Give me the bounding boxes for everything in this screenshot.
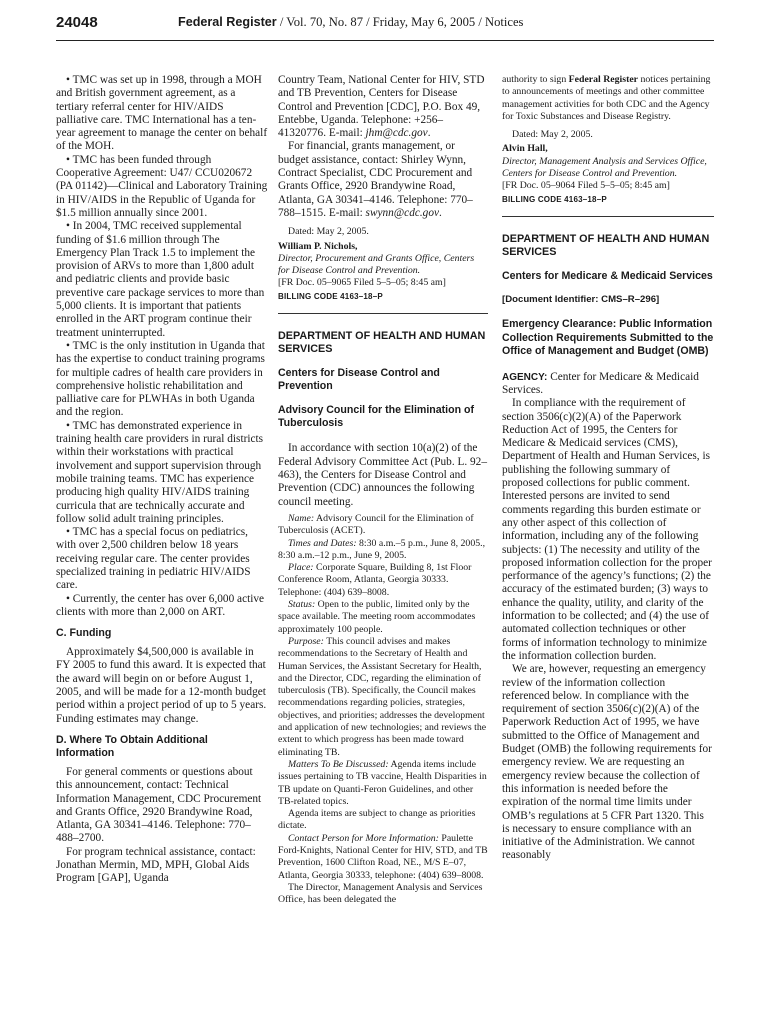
- email-link[interactable]: jhm@cdc.gov: [365, 127, 428, 140]
- signer-name: William P. Nichols,: [278, 240, 358, 252]
- meeting-status: [278, 599, 488, 636]
- document-title: Advisory Council for the Elimination of Tuberculosis: [278, 403, 474, 430]
- meeting-name: [278, 513, 488, 538]
- label: Times and Dates:: [288, 537, 357, 549]
- agency-heading: DEPARTMENT OF HEALTH AND HUMAN SERVICES: [278, 330, 486, 356]
- dated-line: Dated: May 2, 2005.: [512, 129, 593, 141]
- signer-name: Alvin Hall,: [502, 143, 548, 155]
- agency-line: [502, 371, 714, 398]
- column-2: [278, 74, 488, 906]
- bullet-2: • TMC has been funded through Cooperative Agreement: U47/ CCU020672 (PA 01142)—Clinical and Laboratory Training in HIV/AIDS in the Republic of Uganda for $1.5 million annually since 2001.: [56, 153, 268, 219]
- obtain-paragraph-1: For general comments or questions about this announcement, contact: Technical Information Management, CDC Procurement and Grants Office, 2920 Brandywine Road, Atlanta, GA 30341–4146. Telephone: 770–488–2700.: [56, 765, 262, 845]
- label: Name:: [288, 512, 315, 524]
- funding-heading: C. Funding: [56, 627, 112, 640]
- text: authority to sign: [502, 74, 569, 85]
- issue-details: / Vol. 70, No. 87 / Friday, May 6, 2005 / Notices: [276, 15, 524, 29]
- bureau-heading: Centers for Medicare & Medicaid Services: [502, 269, 713, 282]
- value: Paulette Ford-Knights, National Center for HIV, STD, and TB Prevention, 1600 Clifton Road, NE., M/S E–07, Atlanta, Georgia 30333, telephone: (404) 639–8008.: [278, 832, 488, 881]
- contact-paragraph-2: [278, 140, 488, 220]
- meeting-times: [278, 538, 488, 563]
- label: Contact Person for More Information:: [288, 832, 439, 844]
- bullet-3: • In 2004, TMC received supplemental funding of $1.6 million through The Emergency Plan Track 1.5 to implement the provision of ARVs to more than 1,800 adult and pediatric clients and provide basic preventive care package services to more than 5,000 clients. It is important that patients enrolled in the ART program continue their treatment uninterrupted.: [56, 220, 265, 339]
- label: Purpose:: [288, 635, 324, 647]
- obtain-paragraph-2: For program technical assistance, contact: Jonathan Mermin, MD, MPH, Global Aids Program [GAP], Uganda: [56, 845, 256, 885]
- contact-text: For financial, grants management, or budget assistance, contact: Shirley Wynn, Contract Specialist, CDC Procurement and Grants Office, 2920 Brandywine Road, Atlanta, GA 30341–4146. Telephone: 770–788–1515. E-mail:: [278, 140, 473, 219]
- dated-line: Dated: May 2, 2005.: [288, 226, 369, 238]
- value: Agenda items include issues pertaining to TB vaccine, Health Disparities in TB update on Quanti-Feron Guidelines, and other TB-related topics.: [278, 758, 487, 807]
- delegation-continued: [502, 74, 714, 123]
- value: 8:30 a.m.–5 p.m., June 8, 2005., 8:30 a.m.–12 p.m., June 9, 2005.: [278, 537, 486, 561]
- page-header: [56, 14, 714, 38]
- billing-code: BILLING CODE 4163–18–P: [278, 291, 383, 301]
- value: Corporate Square, Building 8, 1st Floor Conference Room, Atlanta, Georgia 30333. Telephone: (404) 639–8008.: [278, 562, 472, 598]
- label: Status:: [288, 599, 316, 611]
- text: notices pertaining to announcements of meetings and other committee management activities for both CDC and the Agency for Toxic Substances and Disease Registry.: [502, 74, 711, 122]
- document-title: Emergency Clearance: Public Information Collection Requirements Submitted to the Office of Management and Budget (OMB): [502, 318, 714, 358]
- value: This council advises and makes recommendations to the Secretary of Health and Human Services, the Assistant Secretary for Health, and the Director, CDC, regarding the elimination of tuberculosis (TB). Specifically, the Council makes recommendations regarding policies, strategies, objectives, and priorities; addresses the development and application of new technologies; and reviews the extent to which progress has been made toward eliminating TB.: [278, 635, 487, 758]
- funding-text: Approximately $4,500,000 is available in FY 2005 to fund this award. It is expected that the award will begin on or before August 1, 2005, and will be made for a 12-month budget period within a project period of up to 5 years. Funding estimates may change.: [56, 646, 267, 725]
- label: Matters To Be Discussed:: [288, 758, 389, 770]
- column-3: [502, 74, 714, 863]
- meeting-place: [278, 562, 488, 599]
- section-divider: [278, 313, 488, 314]
- contact-paragraph-1: [278, 74, 488, 140]
- fr-doc-line: [FR Doc. 05–9064 Filed 5–5–05; 8:45 am]: [502, 180, 670, 192]
- column-1: [56, 74, 268, 886]
- contact-text-end: .: [439, 206, 442, 219]
- intro-paragraph: In accordance with section 10(a)(2) of the Federal Advisory Committee Act (Pub. L. 92–463), the Centers for Disease Control and Prevention (CDC) announces the following council meeting.: [278, 442, 487, 508]
- agenda-note: Agenda items are subject to change as priorities dictate.: [278, 808, 476, 832]
- page-number: 24048: [56, 14, 98, 31]
- value: Advisory Council for the Elimination of Tuberculosis (ACET).: [278, 512, 474, 537]
- delegation-note: The Director, Management Analysis and Services Office, has been delegated the: [278, 881, 483, 906]
- bullet-7: • Currently, the center has over 6,000 active clients with more than 2,000 on ART.: [56, 592, 265, 618]
- signer-title: Director, Procurement and Grants Office, Centers for Disease Control and Prevention.: [278, 252, 475, 277]
- document-identifier: [Document Identifier: CMS–R–296]: [502, 294, 660, 306]
- signer-title: Director, Management Analysis and Services Office, Centers for Disease Control and Prevention.: [502, 155, 707, 180]
- bullet-1: • TMC was set up in 1998, through a MOH and British government agreement, as a tertiary referral center for HIV/AIDS palliative care. TMC International has a ten-year agreement to manage the center on behalf of the MOH.: [56, 74, 268, 153]
- meeting-matters: [278, 759, 488, 808]
- compliance-paragraph-1: In compliance with the requirement of section 3506(c)(2)(A) of the Paperwork Reduction Act of 1995, the Centers for Medicare & Medicaid services (CMS), Department of Health and Human Services, is publishing the following summary of proposed collections for public comment. Interested persons are invited to send comments regarding this burden estimate or any other aspect of this collection of information, including any of the following subjects: (1) The necessity and utility of the proposed information collection for the proper performance of the agency’s functions; (2) the accuracy of the estimated burden; (3) ways to enhance the quality, utility, and clarity of the information to be collected; and (4) the use of automated collection techniques or other forms of information technology to minimize the information collection burden.: [502, 397, 712, 662]
- journal-name: Federal Register: [178, 15, 277, 29]
- label: Place:: [288, 562, 314, 574]
- bullet-4: • TMC is the only institution in Uganda that has the expertise to conduct training programs for multiple cadres of health care providers in comprehensive holistic rehabilitation and palliative care for PLWHAs in both Uganda and the region.: [56, 339, 265, 419]
- fr-doc-line: [FR Doc. 05–9065 Filed 5–5–05; 8:45 am]: [278, 277, 446, 289]
- email-link[interactable]: swynn@cdc.gov: [365, 206, 439, 219]
- agency-heading: DEPARTMENT OF HEALTH AND HUMAN SERVICES: [502, 232, 710, 259]
- contact-text: Country Team, National Center for HIV, STD and TB Prevention, Centers for Disease Control and Prevention [CDC], P.O. Box 49, Entebbe, Uganda. Telephone: +256–41320776. E-mail:: [278, 74, 485, 140]
- agency-label: AGENCY:: [502, 371, 548, 383]
- billing-code: BILLING CODE 4163–18–P: [502, 194, 607, 204]
- compliance-paragraph-2: We are, however, requesting an emergency review of the information collection referenced below. In compliance with the requirement of section 3506(c)(2)(A) of the Paperwork Reduction Act of 1995, we have submitted to the Office of Management and Budget (OMB) the following requirements for emergency review. We are requesting an emergency review because the collection of this information is needed before the expiration of the normal time limits under OMB’s regulations at 5 CFR Part 1320. This is necessary to ensure compliance with an initiative of the Administration. We cannot reasonably: [502, 663, 712, 862]
- section-divider: [502, 216, 714, 217]
- contact-text-end: .: [427, 127, 431, 140]
- bureau-heading: Centers for Disease Control and Prevention: [278, 366, 440, 393]
- bullet-6: • TMC has a special focus on pediatrics, with over 2,500 children below 18 years receiving regular care. The center provides specialized training in pediatric HIV/AIDS care.: [56, 526, 251, 592]
- value: Open to the public, limited only by the space available. The meeting room accommodates approximately 100 people.: [278, 599, 476, 635]
- header-rule: [56, 40, 714, 41]
- agency-value: Center for Medicare & Medicaid Services.: [502, 370, 699, 396]
- contact-person: [278, 833, 488, 882]
- obtain-heading: D. Where To Obtain Additional Information: [56, 733, 208, 759]
- federal-register-ref: Federal Register: [568, 74, 639, 85]
- running-head: [178, 15, 523, 30]
- meeting-purpose: [278, 636, 488, 759]
- bullet-5: • TMC has demonstrated experience in training health care providers in rural districts within their workstations with practical involvement and support supervision through mobile training teams. TMC has experience producing high quality HIV/AIDS training curricula that are technically accurate and follow solid adult training principles.: [56, 419, 264, 525]
